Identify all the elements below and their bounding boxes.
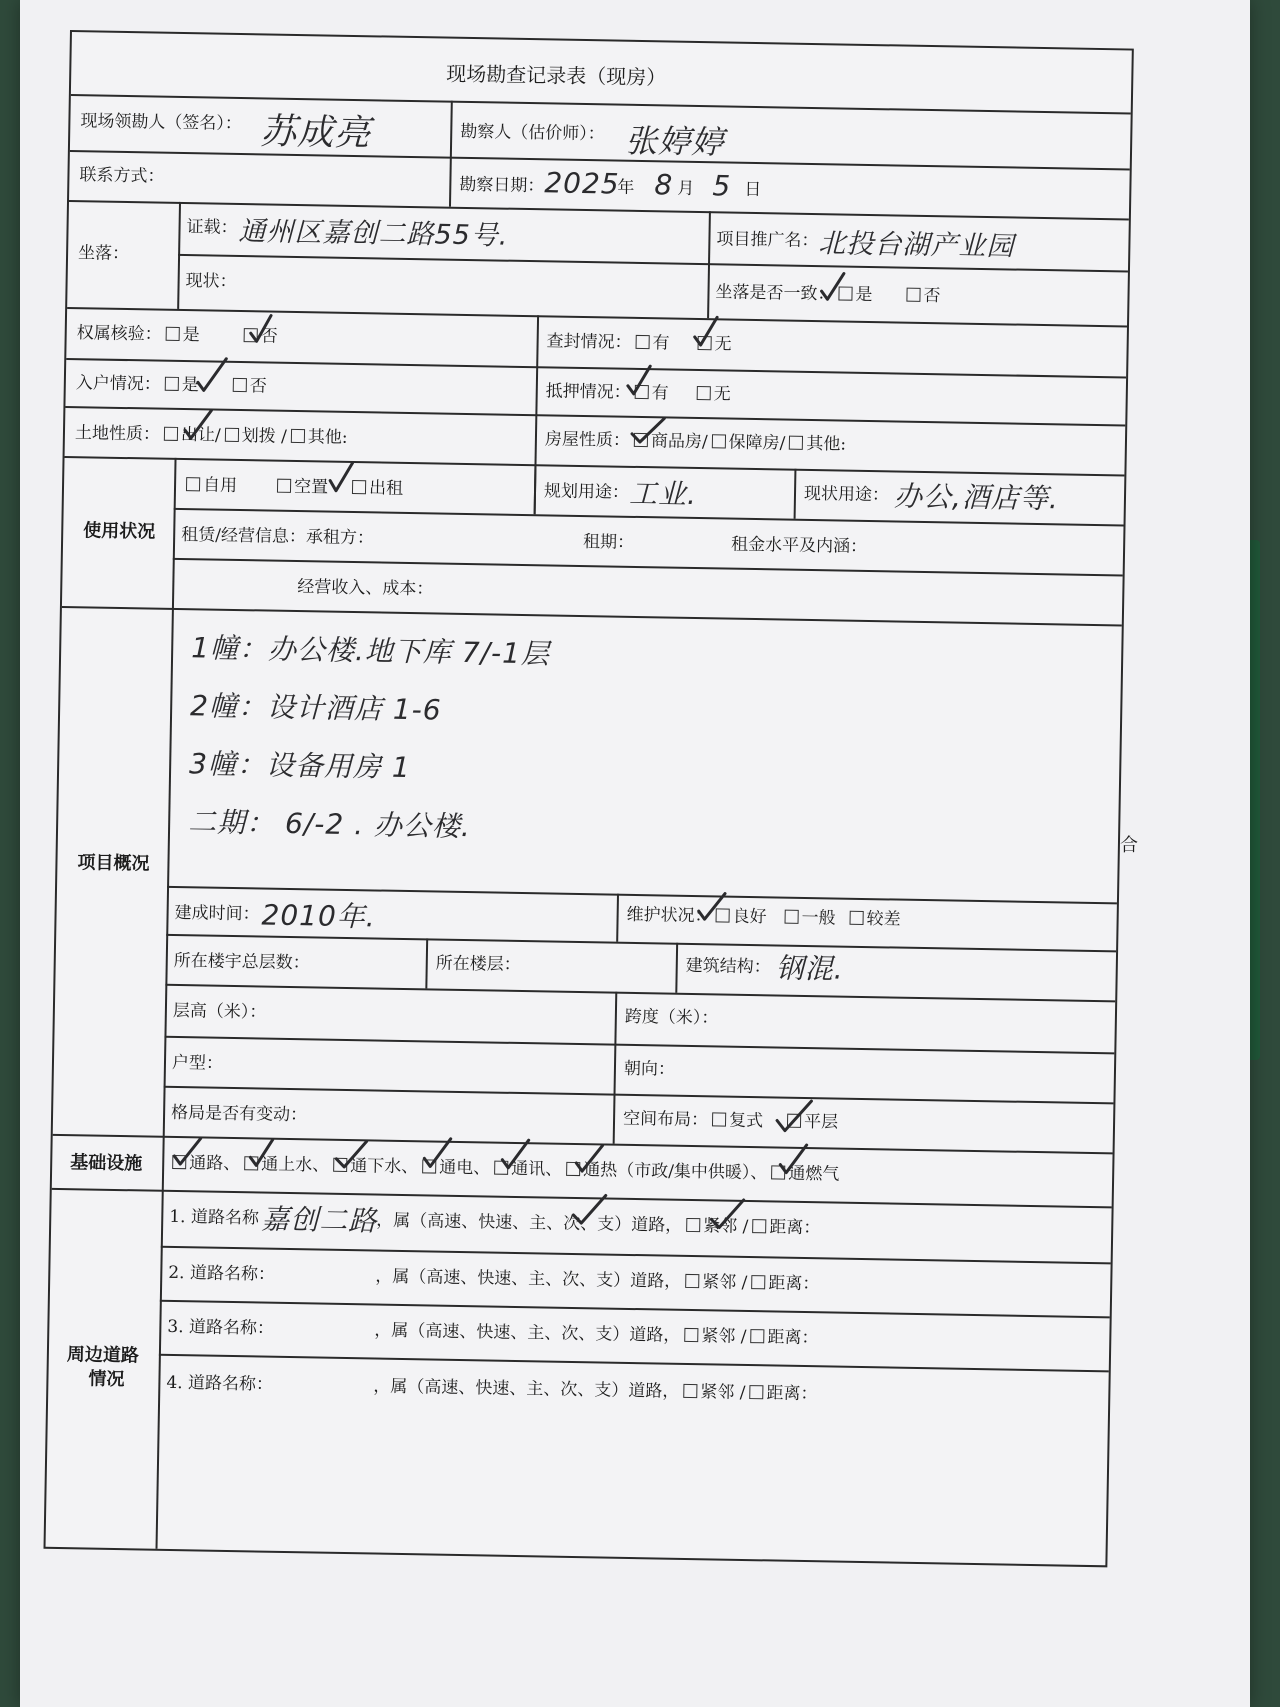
current-use-label: 现状用途： <box>803 483 890 506</box>
entry-no-checkbox[interactable] <box>233 378 247 392</box>
seal-yes-label: 有 <box>652 333 670 354</box>
unit-type-label: 户型： <box>171 1052 224 1074</box>
usage-label: 使用状况 <box>83 520 156 543</box>
overview-note-4: 二期： 6/-2 . 办公楼. <box>187 805 472 844</box>
road-3-distance-checkbox[interactable] <box>750 1329 764 1343</box>
current-use-value: 办公,酒店等. <box>893 479 1060 516</box>
date-year-unit: 年 <box>617 177 635 198</box>
ownership-no-label: 否 <box>260 326 278 347</box>
land-transfer-check-mark <box>183 406 210 440</box>
overview-note-2: 2幢：设计酒店 1-6 <box>189 689 442 727</box>
usage-rent-check-mark <box>328 461 355 495</box>
consistent-no-checkbox[interactable] <box>906 288 920 302</box>
infra-power-label: 通电、 <box>439 1157 491 1179</box>
rent-level-label: 租金水平及内涵： <box>730 534 868 557</box>
infra-heat-label: 通热（市政/集中供暖）、 <box>583 1160 768 1184</box>
road-2-adjacent-label: 紧邻 / <box>702 1272 748 1294</box>
maint-good-label: 良好 <box>732 906 767 928</box>
road-1-class: ，属（高速、快速、主、次、支）道路， <box>376 1210 683 1236</box>
maint-good-check-mark <box>697 889 724 923</box>
maintenance-label: 维护状况： <box>626 904 712 927</box>
entry-no-label: 否 <box>249 376 267 397</box>
infra-drain-check-mark <box>334 1137 361 1171</box>
road-1-name-value: 嘉创二路 <box>260 1202 378 1238</box>
form-title: 现场勘查记录表（现房） <box>446 61 667 90</box>
mortgage-yes-label: 有 <box>651 383 669 404</box>
infra-heat-check-mark <box>574 1141 601 1175</box>
road-3-class: ，属（高速、快速、主、次、支）道路， <box>374 1320 681 1346</box>
structure-label: 建筑结构： <box>685 955 771 978</box>
road-2-distance-checkbox[interactable] <box>751 1275 765 1289</box>
status-label: 现状： <box>185 271 237 292</box>
date-day-unit: 日 <box>744 179 762 201</box>
layout-change-label: 格局是否有变动： <box>170 1102 308 1126</box>
space-duplex-label: 复式 <box>728 1110 764 1132</box>
road-1-adjacent-label: 紧邻 / <box>703 1216 749 1238</box>
space-duplex-checkbox[interactable] <box>712 1112 726 1126</box>
road-4-distance-label: 距离： <box>766 1383 818 1405</box>
land-transfer-label: 出让/ <box>180 424 221 446</box>
date-month: 8 <box>654 168 674 202</box>
land-other-checkbox[interactable] <box>291 429 305 443</box>
lease-term-label: 租期： <box>582 532 635 553</box>
road-1-distance-label: 距离： <box>769 1217 821 1239</box>
entry-yes-check-mark <box>194 354 221 388</box>
seal-no-label: 无 <box>714 334 732 355</box>
date-year: 2025 <box>544 166 620 201</box>
date-day: 5 <box>712 169 732 203</box>
road-1-adjacent-check-mark <box>709 1195 736 1229</box>
entry-yes-label: 是 <box>181 375 199 396</box>
space-flat-label: 平层 <box>803 1111 839 1133</box>
land-transfer-checkbox[interactable] <box>164 427 178 441</box>
entry-field <box>76 372 267 397</box>
overview-label: 项目概况 <box>77 852 150 875</box>
lease-label: 租赁/经营信息：承租方： <box>181 525 375 549</box>
road-1-name-label: 1. 道路名称 <box>169 1206 260 1229</box>
road-row-3 <box>167 1316 274 1340</box>
road-4-name-label: 4. 道路名称： <box>166 1372 274 1395</box>
road-1-adjacent-checkbox[interactable] <box>686 1218 700 1232</box>
land-separator: / <box>280 426 287 447</box>
built-time-value: 2010年. <box>261 898 377 934</box>
road-3-detail <box>374 1320 818 1350</box>
road-row-2 <box>168 1262 275 1286</box>
road-1-distance-checkbox[interactable] <box>752 1219 766 1233</box>
house-field <box>545 428 847 455</box>
mortgage-no-label: 无 <box>713 384 731 405</box>
surveyor-signature: 张婷婷 <box>624 121 725 162</box>
road-3-distance-label: 距离： <box>767 1327 819 1349</box>
house-other-label: 其他: <box>806 433 847 455</box>
maintenance-field <box>626 904 900 931</box>
roads-label-2: 情况 <box>88 1368 125 1391</box>
road-3-name-label: 3. 道路名称： <box>167 1316 275 1339</box>
house-affordable-label: 保障房/ <box>728 432 786 454</box>
mortgage-yes-check-mark <box>626 362 653 396</box>
road-2-class: ，属（高速、快速、主、次、支）道路， <box>375 1266 682 1292</box>
cert-address: 通州区嘉创二路55号. <box>238 215 509 252</box>
space-layout-label: 空间布局： <box>622 1108 709 1131</box>
road-row-1 <box>169 1206 259 1230</box>
side-mark: 合 <box>1120 835 1138 856</box>
project-name-label: 项目推广名： <box>716 229 819 252</box>
infra-road-label: 通路、 <box>189 1153 241 1175</box>
usage-options <box>182 474 403 500</box>
date-month-unit: 月 <box>677 178 695 199</box>
floor-label: 所在楼层： <box>435 953 521 976</box>
road-4-detail <box>373 1376 817 1406</box>
usage-self-label: 自用 <box>202 475 238 496</box>
mortgage-label: 抵押情况： <box>545 381 631 403</box>
plan-use-value: 工业. <box>628 476 698 512</box>
entry-yes-checkbox[interactable] <box>165 377 179 391</box>
house-other-checkbox[interactable] <box>789 436 803 450</box>
house-affordable-checkbox[interactable] <box>712 434 726 448</box>
road-2-distance-label: 距离： <box>768 1273 820 1295</box>
infra-telecom-label: 通讯、 <box>511 1158 563 1180</box>
usage-vacant-checkbox[interactable] <box>277 479 291 493</box>
lead-label: 现场领勘人（签名）： <box>80 111 243 135</box>
infra-power-check-mark <box>422 1136 449 1170</box>
house-label: 房屋性质： <box>544 429 631 451</box>
infra-label: 基础设施 <box>70 1152 143 1175</box>
road-4-class: ，属（高速、快速、主、次、支）道路， <box>373 1376 680 1402</box>
infra-gas-check-mark <box>778 1143 805 1177</box>
built-time-label: 建成时间： <box>174 902 260 925</box>
consistent-yes-label: 是 <box>855 284 873 306</box>
infra-water-label: 通上水、 <box>261 1154 330 1176</box>
ownership-yes-label: 是 <box>182 325 200 346</box>
infra-water-check-mark <box>248 1135 275 1169</box>
house-commercial-label: 商品房/ <box>650 431 708 453</box>
total-floors-label: 所在楼宇总层数： <box>173 950 310 974</box>
project-name: 北投台湖产业园 <box>818 228 1015 263</box>
seal-no-check-mark <box>693 315 720 349</box>
floor-height-label: 层高（米）： <box>172 1000 267 1023</box>
span-label: 跨度（米）： <box>624 1006 719 1029</box>
road-4-adjacent-checkbox[interactable] <box>683 1384 697 1398</box>
road-3-adjacent-checkbox[interactable] <box>684 1328 698 1342</box>
structure-value: 钢混. <box>775 951 844 986</box>
contact-label: 联系方式： <box>79 165 165 187</box>
income-cost-label: 经营收入、成本： <box>297 577 434 600</box>
overview-note-3: 3幢：设备用房 1 <box>188 747 411 785</box>
seal-label: 查封情况： <box>546 331 632 353</box>
road-4-adjacent-label: 紧邻 / <box>700 1382 746 1403</box>
land-allocation-checkbox[interactable] <box>225 428 239 442</box>
road-1-secondary-check-mark <box>571 1191 598 1225</box>
usage-rent-label: 出租 <box>368 478 404 499</box>
road-4-distance-checkbox[interactable] <box>749 1385 763 1399</box>
infra-telecom-check-mark <box>500 1138 527 1172</box>
orientation-label: 朝向： <box>623 1058 676 1080</box>
cert-label: 证载： <box>186 217 238 238</box>
land-allocation-label: 划拨 <box>241 426 276 447</box>
land-other-label: 其他: <box>307 427 348 448</box>
usage-vacant-label: 空置 <box>293 476 329 498</box>
road-3-adjacent-label: 紧邻 / <box>701 1326 747 1348</box>
house-commercial-check-mark <box>630 412 657 446</box>
road-2-adjacent-checkbox[interactable] <box>685 1274 699 1288</box>
road-2-detail <box>375 1266 819 1296</box>
plan-use-label: 规划用途： <box>543 481 630 503</box>
infra-road-check-mark <box>172 1134 199 1168</box>
surveyor-label: 勘察人（估价师）： <box>460 121 605 145</box>
land-label: 土地性质： <box>74 423 161 445</box>
space-flat-check-mark <box>773 1096 800 1130</box>
infra-drain-label: 通下水、 <box>350 1156 419 1178</box>
location-label: 坐落： <box>77 243 130 265</box>
maint-poor-checkbox[interactable] <box>850 911 864 925</box>
road-row-4 <box>166 1372 273 1396</box>
overview-note-1: 1幢：办公楼.地下库 7/-1层 <box>190 631 551 671</box>
date-label: 勘察日期： <box>459 174 545 197</box>
entry-label: 入户情况： <box>75 373 161 395</box>
maint-poor-label: 较差 <box>866 909 901 930</box>
ownership-no-check-mark <box>249 311 276 345</box>
mortgage-no-checkbox[interactable] <box>697 386 711 400</box>
consistent-label: 坐落是否一致： <box>715 282 835 305</box>
survey-form <box>43 30 1133 1567</box>
consistent-yes-check-mark <box>819 271 846 305</box>
lead-signature: 苏成亮 <box>259 111 372 155</box>
consistent-no-label: 否 <box>923 285 941 307</box>
maint-normal-label: 一般 <box>801 907 836 929</box>
seal-yes-checkbox[interactable] <box>636 335 650 349</box>
maint-normal-checkbox[interactable] <box>785 910 799 924</box>
roads-label-1: 周边道路 <box>66 1344 140 1367</box>
road-2-name-label: 2. 道路名称： <box>168 1262 276 1285</box>
infra-gas-label: 通燃气 <box>788 1163 840 1185</box>
ownership-yes-checkbox[interactable] <box>166 327 180 341</box>
ownership-label: 权属核验： <box>76 323 162 345</box>
usage-self-checkbox[interactable] <box>186 477 200 491</box>
